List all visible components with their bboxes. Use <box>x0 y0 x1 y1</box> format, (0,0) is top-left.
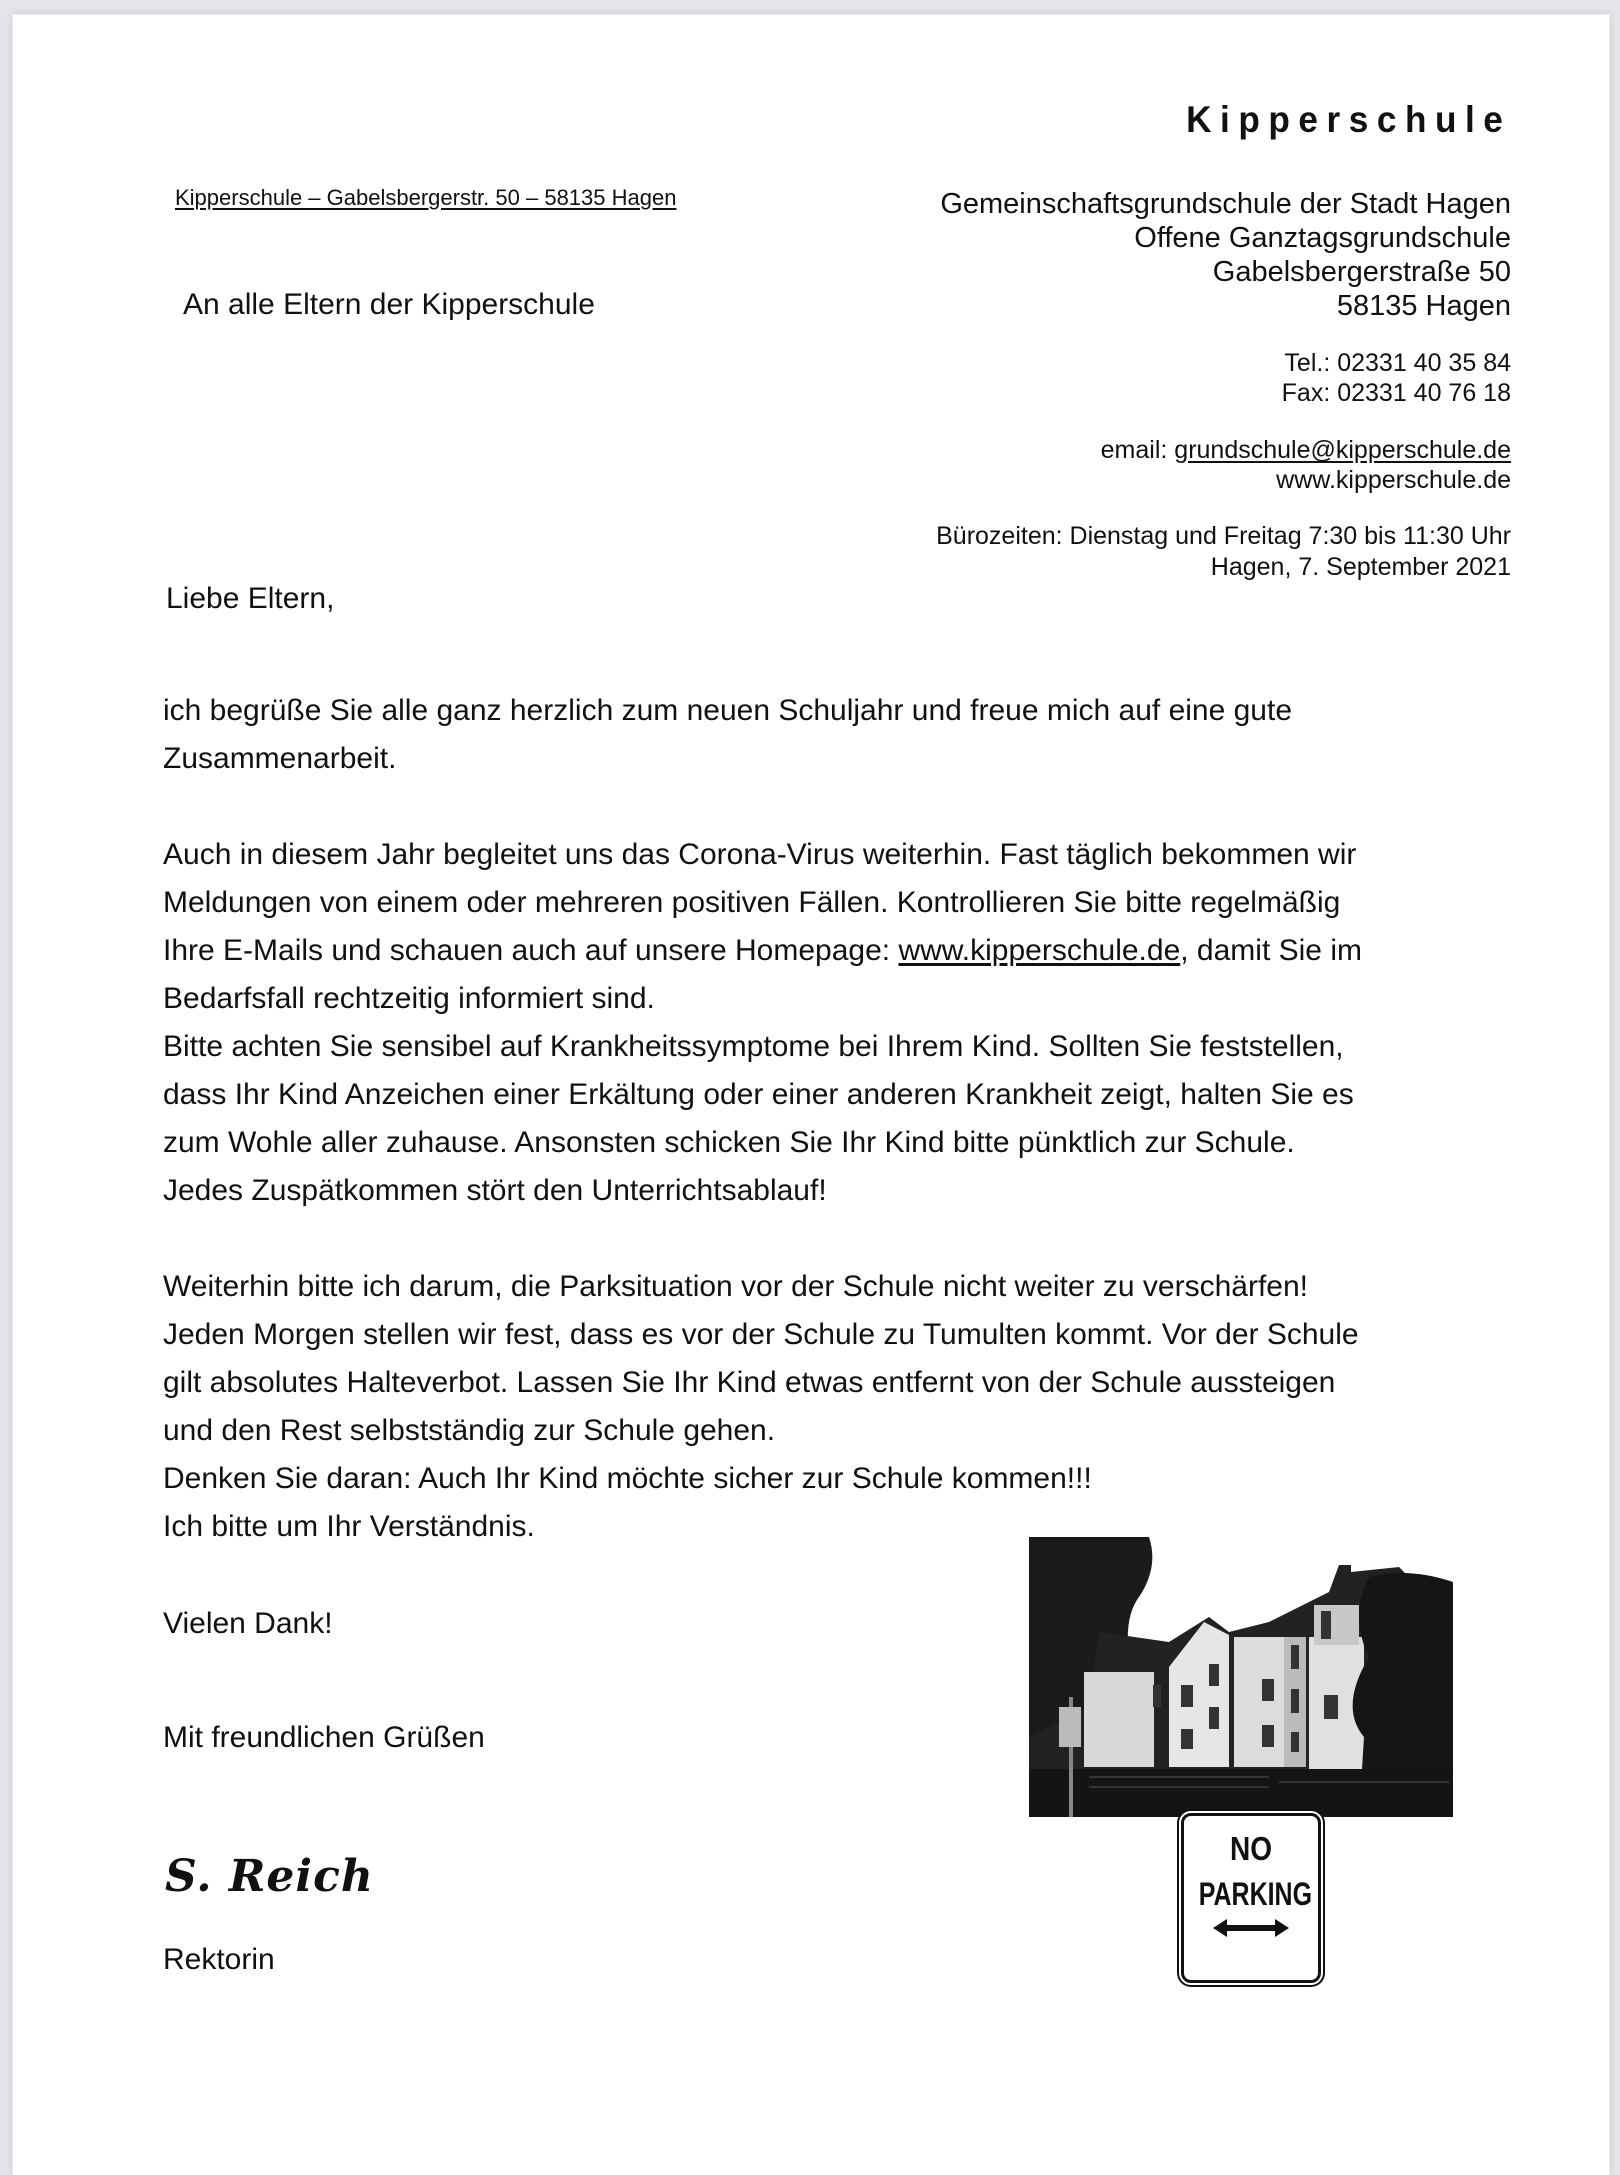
body-line: und den Rest selbstständig zur Schule gehen. <box>163 1414 776 1447</box>
body-text-span: , damit Sie im <box>1180 934 1362 967</box>
thanks-line: Vielen Dank! <box>163 1607 333 1640</box>
recipient-line: An alle Eltern der Kipperschule <box>183 288 595 321</box>
body-line: Auch in diesem Jahr begleitet uns das Corona-Virus weiterhin. Fast täglich bekommen wir <box>163 838 1357 871</box>
office-hours: Bürozeiten: Dienstag und Freitag 7:30 bis 11:30 Uhr <box>936 522 1511 550</box>
body-line: gilt absolutes Halteverbot. Lassen Sie Ihr Kind etwas entfernt von der Schule aussteigen <box>163 1366 1336 1399</box>
website-text: www.kipperschule.de <box>1276 466 1511 494</box>
body-line: ich begrüße Sie alle ganz herzlich zum neuen Schuljahr und freue mich auf eine gute <box>163 694 1293 727</box>
body-line: Bitte achten Sie sensibel auf Krankheitssymptome bei Ihrem Kind. Sollten Sie feststellen, <box>163 1030 1344 1063</box>
contact-block <box>1282 348 1511 408</box>
email-line <box>1101 435 1511 465</box>
office-hours-block <box>936 521 1511 583</box>
body-line: Ich bitte um Ihr Verständnis. <box>163 1510 535 1543</box>
school-type: Gemeinschaftsgrundschule der Stadt Hagen <box>940 188 1511 220</box>
sign-text-no: NO <box>1229 1830 1273 1867</box>
no-parking-sign <box>1181 1813 1321 1983</box>
web-contact-block <box>1101 435 1511 495</box>
school-subtype: Offene Ganztagsgrundschule <box>1134 222 1511 254</box>
letter-body <box>163 687 1503 1551</box>
signature: S. Reich <box>165 1851 374 1902</box>
body-line: Jeden Morgen stellen wir fest, dass es vor der Schule zu Tumulten kommt. Vor der Schule <box>163 1318 1359 1351</box>
place-date: Hagen, 7. September 2021 <box>1210 553 1511 581</box>
school-city: 58135 Hagen <box>1336 290 1511 322</box>
sender-address-line: Kipperschule – Gabelsbergerstr. 50 – 58135 Hagen <box>175 185 677 210</box>
body-line: Zusammenarbeit. <box>163 742 397 775</box>
double-arrow-icon <box>1184 1917 1318 1944</box>
body-line <box>163 927 1503 975</box>
letter-page <box>12 14 1610 2175</box>
body-line: Weiterhin bitte ich darum, die Parksituation vor der Schule nicht weiter zu verschärfen! <box>163 1270 1308 1303</box>
school-address-block <box>940 187 1511 323</box>
body-line: Meldungen von einem oder mehreren positiven Fällen. Kontrollieren Sie bitte regelmäßig <box>163 886 1341 919</box>
salutation: Liebe Eltern, <box>166 582 335 615</box>
body-line: Denken Sie daran: Auch Ihr Kind möchte sicher zur Schule kommen!!! <box>163 1462 1092 1495</box>
body-line: Bedarfsfall rechtzeitig informiert sind. <box>163 982 655 1015</box>
closing-line: Mit freundlichen Grüßen <box>163 1721 485 1754</box>
email-link[interactable]: grundschule@kipperschule.de <box>1174 436 1511 464</box>
email-label: email: <box>1100 436 1175 464</box>
school-brand-title: Kipperschule <box>1185 99 1511 140</box>
body-line: zum Wohle aller zuhause. Ansonsten schicken Sie Ihr Kind bitte pünktlich zur Schule. <box>163 1126 1295 1159</box>
body-line: Jedes Zuspätkommen stört den Unterrichtsablauf! <box>163 1174 827 1207</box>
sign-text-parking: PARKING <box>1198 1876 1312 1912</box>
homepage-link[interactable]: www.kipperschule.de <box>898 934 1181 967</box>
school-building-photo <box>1029 1537 1453 1817</box>
signer-role: Rektorin <box>163 1943 275 1976</box>
school-street: Gabelsbergerstraße 50 <box>1212 256 1511 288</box>
body-line: dass Ihr Kind Anzeichen einer Erkältung oder einer anderen Krankheit zeigt, halten Sie es <box>163 1078 1354 1111</box>
phone-number: Tel.: 02331 40 35 84 <box>1284 349 1511 377</box>
fax-number: Fax: 02331 40 76 18 <box>1281 379 1511 407</box>
body-text-span: Ihre E-Mails und schauen auch auf unsere Homepage: <box>163 934 899 967</box>
